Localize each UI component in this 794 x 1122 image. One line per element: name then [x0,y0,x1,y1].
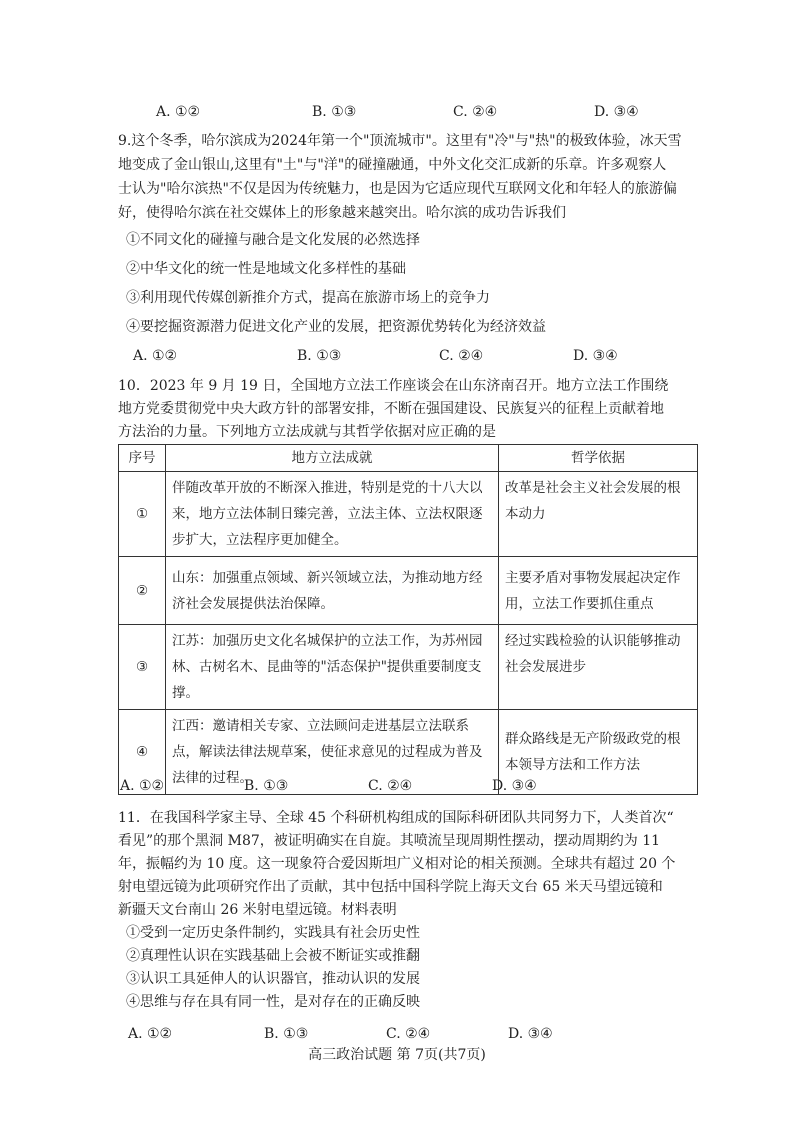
q9-stem-line: 士认为"哈尔滨热"不仅是因为传统魅力，也是因为它适应现代互联网文化和年轻人的旅游偏 [118,181,677,197]
q10-option-b: B. ①③ [244,778,289,794]
q9-stem-line: 9.这个冬季，哈尔滨成为2024年第一个"顶流城市"。这里有"冷"与"热"的极致体验，冰天雪 [118,133,682,149]
row-basis: 经过实践检验的认识能够推动社会发展进步 [499,625,698,710]
q11-stem-line: 11．在我国科学家主导、全球 45 个科研机构组成的国际科研团队共同努力下，人类首次“ [118,810,674,826]
q11-option-a: A. ①② [128,1026,173,1042]
q11-stem-line: 看见”的那个黑洞 M87，被证明确实在自旋。其喷流呈现周期性摆动，摆动周期约为 11 [118,833,661,849]
q11-stem-line: 年，振幅约为 10 度。这一现象符合爱因斯坦广义相对论的相关预测。全球共有超过 20 个 [118,856,676,872]
table-row [119,557,698,625]
row-number: ① [119,472,166,557]
row-achievement: 江苏：加强历史文化名城保护的立法工作，为苏州园林、古树名木、昆曲等的"活态保护"提供重要制度支撑。 [166,625,499,710]
q11-stem-line: 新疆天文台南山 26 米射电望远镜。材料表明 [118,902,397,918]
q11-statement-3: ③认识工具延伸人的认识器官，推动认识的发展 [126,971,420,987]
q10-option-a: A. ①② [120,778,165,794]
law-table [118,444,698,795]
row-basis: 群众路线是无产阶级政党的根本领导方法和工作方法 [499,710,698,795]
q8-option-d: D. ③④ [594,104,639,120]
row-achievement: 江西：邀请相关专家、立法顾问走进基层立法联系点，解读法律法规草案，使征求意见的过程成为普及法律的过程。 [166,710,499,795]
q9-statement-4: ④要挖掘资源潜力促进文化产业的发展，把资源优势转化为经济效益 [126,319,546,335]
q10-option-d: D. ③④ [492,778,537,794]
q11-statement-1: ①受到一定历史条件制约，实践具有社会历史性 [126,925,420,941]
q11-option-b: B. ①③ [264,1026,309,1042]
q9-statement-2: ②中华文化的统一性是地域文化多样性的基础 [126,261,406,277]
row-achievement: 山东：加强重点领域、新兴领域立法，为推动地方经济社会发展提供法治保障。 [166,557,499,625]
row-achievement: 伴随改革开放的不断深入推进，特别是党的十八大以来，地方立法体制日臻完善，立法主体、立法权限逐步扩大，立法程序更加健全。 [166,472,499,557]
table-header-row [119,445,698,472]
q11-option-d: D. ③④ [508,1026,553,1042]
q9-option-a: A. ①② [133,348,178,364]
row-basis: 主要矛盾对事物发展起决定作用，立法工作要抓住重点 [499,557,698,625]
q10-stem-line: 地方党委贯彻党中央大政方针的部署安排，不断在强国建设、民族复兴的征程上贡献着地 [118,401,664,417]
page-footer: 高三政治试题 第 7页(共7页) [308,1047,486,1063]
q9-option-b: B. ①③ [297,348,342,364]
q11-statement-2: ②真理性认识在实践基础上会被不断证实或推翻 [126,948,420,964]
header-number: 序号 [119,445,166,472]
header-achievement: 地方立法成就 [166,445,499,472]
table-row [119,625,698,710]
q8-option-a: A. ①② [156,104,201,120]
row-basis: 改革是社会主义社会发展的根本动力 [499,472,698,557]
q9-statement-1: ①不同文化的碰撞与融合是文化发展的必然选择 [126,232,420,248]
q8-option-c: C. ②④ [453,104,498,120]
q9-stem-line: 好，使得哈尔滨在社交媒体上的形象越来越突出。哈尔滨的成功告诉我们 [118,205,566,221]
q11-statement-4: ④思维与存在具有同一性，是对存在的正确反映 [126,994,420,1010]
q11-stem-line: 射电望远镜为此项研究作出了贡献，其中包括中国科学院上海天文台 65 米天马望远镜和 [118,879,663,895]
q9-stem-line: 地变成了金山银山,这里有"土"与"洋"的碰撞融通，中外文化交汇成新的乐章。许多观察人 [118,157,667,173]
q10-stem-line: 方法治的力量。下列地方立法成就与其哲学依据对应正确的是 [118,424,496,440]
q9-statement-3: ③利用现代传媒创新推介方式，提高在旅游市场上的竞争力 [126,290,490,306]
row-number: ③ [119,625,166,710]
q9-option-c: C. ②④ [439,348,484,364]
q8-option-b: B. ①③ [312,104,357,120]
row-number: ④ [119,710,166,795]
header-basis: 哲学依据 [499,445,698,472]
q10-option-c: C. ②④ [368,778,413,794]
q11-option-c: C. ②④ [386,1026,431,1042]
q9-option-d: D. ③④ [573,348,618,364]
q10-stem-line: 10．2023 年 9 月 19 日，全国地方立法工作座谈会在山东济南召开。地方立法工作围绕 [118,378,669,394]
row-number: ② [119,557,166,625]
table-row [119,472,698,557]
